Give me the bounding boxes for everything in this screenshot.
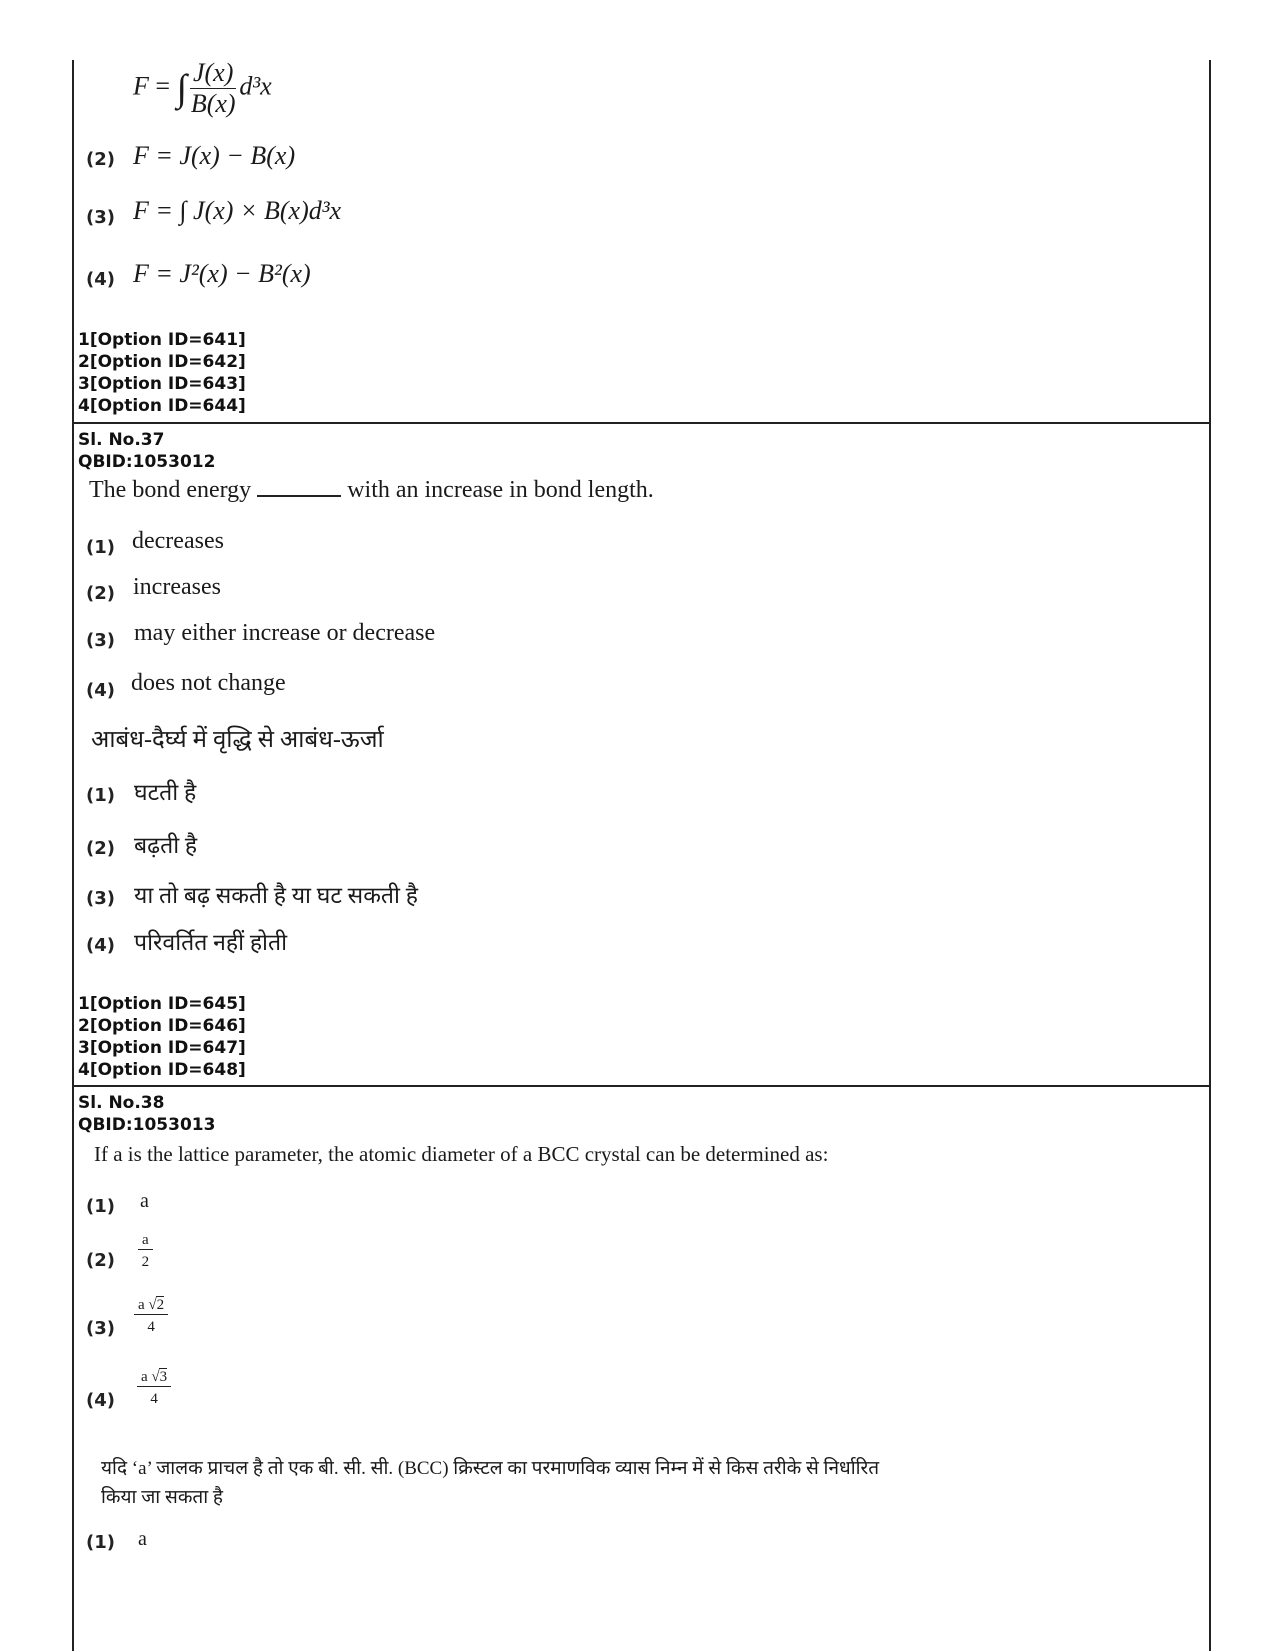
q37-header — [78, 429, 215, 473]
q38-question-stem: If a is the lattice parameter, the atomic diameter of a BCC crystal can be determined as: — [94, 1142, 829, 1166]
q37-option-text: increases — [133, 574, 221, 600]
q37-option-number: (2) — [86, 838, 115, 859]
q37-question-stem-hindi: आबंध-दैर्घ्य में वृद्धि से आबंध-ऊर्जा — [91, 727, 384, 753]
option-id-line: 1[Option ID=641] — [78, 330, 246, 350]
option-id-line: 1[Option ID=645] — [78, 994, 246, 1014]
q38-option-fraction: $\frac{a}{2}$ — [138, 1232, 153, 1271]
option-id-line: 2[Option ID=646] — [78, 1016, 246, 1036]
q38-option-number: (3) — [86, 1318, 115, 1339]
q36-option-4-formula: F = J²(x) − B²(x) — [133, 259, 311, 288]
page-frame-left — [72, 60, 74, 1651]
q37-option-text-hindi: परिवर्तित नहीं होती — [134, 930, 288, 955]
q38-option-text-hindi: a — [138, 1528, 147, 1550]
q37-option-number: (4) — [86, 680, 115, 701]
q36-option-number: (4) — [86, 269, 115, 290]
q38-option-fraction: $\frac{a √3}{4}$ — [137, 1368, 171, 1408]
q37-option-number: (4) — [86, 935, 115, 956]
q36-option-number: (3) — [86, 207, 115, 228]
q37-option-text-hindi: बढ़ती है — [134, 833, 198, 858]
q38-option-text: a — [140, 1190, 149, 1212]
q37-option-number: (1) — [86, 785, 115, 806]
q37-option-number: (1) — [86, 537, 115, 558]
q38-option-number: (4) — [86, 1390, 115, 1411]
option-id-line: 3[Option ID=647] — [78, 1038, 246, 1058]
q38-header — [78, 1092, 215, 1136]
q37-option-ids — [78, 993, 246, 1081]
q38-question-stem-hindi: यदि ‘a’ जालक प्राचल है तो एक बी. सी. सी. (BCC) क्रिस्टल का परमाणविक व्यास निम्न में से किस तरीके से निर्धारित — [101, 1458, 880, 1479]
serial-number: Sl. No.38 — [78, 1093, 165, 1113]
option-id-line: 3[Option ID=643] — [78, 374, 246, 394]
option-id-line: 4[Option ID=644] — [78, 396, 246, 416]
question-bank-id: QBID:1053012 — [78, 452, 216, 472]
q38-option-fraction: $\frac{a √2}{4}$ — [134, 1296, 168, 1336]
q36-option-number: (2) — [86, 149, 115, 170]
page-frame-right — [1209, 60, 1211, 1651]
q37-option-text: decreases — [132, 528, 224, 554]
option-id-line: 4[Option ID=648] — [78, 1060, 246, 1080]
q36-option-2-formula: F = J(x) − B(x) — [133, 141, 296, 170]
q38-option-number: (2) — [86, 1250, 115, 1271]
q38-question-stem-hindi: किया जा सकता है — [101, 1487, 223, 1508]
q37-option-text: does not change — [131, 670, 286, 696]
fill-in-blank — [257, 495, 341, 497]
question-divider — [72, 1085, 1210, 1087]
question-divider — [72, 422, 1210, 424]
q36-option-ids — [78, 329, 246, 417]
option-id-line: 2[Option ID=642] — [78, 352, 246, 372]
q37-option-text-hindi: घटती है — [134, 780, 197, 805]
q37-option-number: (2) — [86, 583, 115, 604]
q37-option-number: (3) — [86, 630, 115, 651]
q36-option-3-formula: F = ∫ J(x) × B(x)d³x — [133, 196, 342, 225]
q38-option-number: (1) — [86, 1532, 115, 1553]
q37-option-text-hindi: या तो बढ़ सकती है या घट सकती है — [134, 883, 418, 908]
serial-number: Sl. No.37 — [78, 430, 165, 450]
q38-option-number: (1) — [86, 1196, 115, 1217]
q37-question-stem: The bond energy with an increase in bond length. — [89, 477, 654, 503]
q37-option-text: may either increase or decrease — [134, 620, 436, 646]
q37-option-number: (3) — [86, 888, 115, 909]
q36-option-1-formula: F = ∫ $\frac{J(x)}{B(x)}$ d³x — [133, 58, 272, 118]
question-bank-id: QBID:1053013 — [78, 1115, 216, 1135]
